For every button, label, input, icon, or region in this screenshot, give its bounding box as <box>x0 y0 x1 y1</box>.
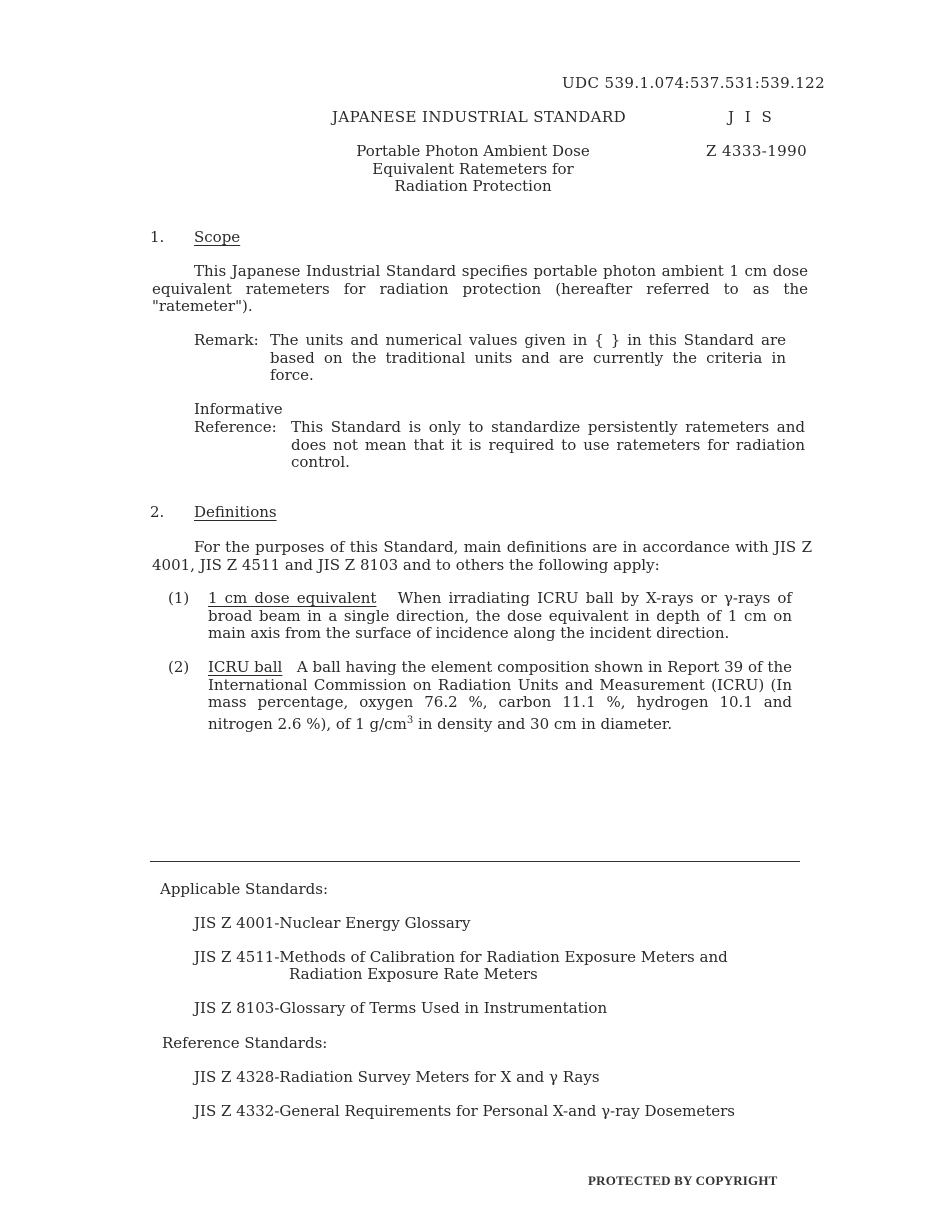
informative-label-2: Reference: <box>194 418 277 436</box>
remark-text: The units and numerical values given in { } in this Standard are based on the traditional units and are currently the criteria in force. <box>270 331 786 384</box>
definition-2-text-after: in density and 30 cm in diameter. <box>413 714 673 733</box>
reference-item-1: JIS Z 4328-Radiation Survey Meters for X and γ Rays <box>194 1068 600 1086</box>
definition-1-text: When irradiating ICRU ball by X-rays or γ-rays of broad beam in a single direction, the dose equivalent in depth of 1 cm on main axis from the surface of incidence along the incident direction. <box>208 589 792 642</box>
document-title <box>330 143 616 196</box>
jis-mark: J I S <box>728 108 775 126</box>
title-line-2: Equivalent Ratemeters for <box>372 159 574 178</box>
informative-label-1: Informative <box>194 400 283 418</box>
definition-2-text: A ball having the element composition shown in Report 39 of the International Commission on Radiation Units and Measurement (ICRU) (In mass percentage, oxygen 76.2 %, carbon 11.1 %, hydrogen 10.1 and nitrogen 2.6 %), of 1 g/cm <box>208 658 792 733</box>
standard-type: JAPANESE INDUSTRIAL STANDARD <box>332 108 627 126</box>
title-line-3: Radiation Protection <box>394 177 552 195</box>
definition-2-superscript: 3 <box>406 714 414 726</box>
applicable-item-1: JIS Z 4001-Nuclear Energy Glossary <box>194 914 471 932</box>
footnote-divider <box>150 861 800 862</box>
definition-1-number: (1) <box>168 589 190 607</box>
udc-code: UDC 539.1.074:537.531:539.122 <box>562 74 826 92</box>
section1-number: 1. <box>150 228 165 246</box>
applicable-item-2: JIS Z 4511-Methods of Calibration for Radiation Exposure Meters and <box>194 948 728 966</box>
applicable-item-3: JIS Z 8103-Glossary of Terms Used in Instrumentation <box>194 999 608 1017</box>
definition-1 <box>208 590 792 643</box>
definition-2-term: ICRU ball <box>208 658 283 676</box>
section1-heading: Scope <box>194 228 241 246</box>
definition-1-term: 1 cm dose equivalent <box>208 589 377 607</box>
section2-paragraph: For the purposes of this Standard, main definitions are in accordance with JIS Z 4001, JIS Z 4511 and JIS Z 8103 and to others the following apply: <box>152 538 812 574</box>
title-line-1: Portable Photon Ambient Dose <box>356 142 590 160</box>
standard-number: Z 4333-1990 <box>706 142 808 160</box>
reference-item-2: JIS Z 4332-General Requirements for Personal X-and γ-ray Dosemeters <box>194 1102 735 1120</box>
applicable-item-2-continued: Radiation Exposure Rate Meters <box>289 965 538 983</box>
remark-label: Remark: <box>194 331 259 349</box>
definition-2 <box>208 659 792 733</box>
reference-heading: Reference Standards: <box>162 1034 328 1052</box>
copyright-notice: PROTECTED BY COPYRIGHT <box>588 1173 778 1188</box>
section2-heading: Definitions <box>194 503 277 521</box>
section1-paragraph: This Japanese Industrial Standard specifies portable photon ambient 1 cm dose equivalent ratemeters for radiation protection (hereafter referred to as the "ratemeter"). <box>152 262 808 315</box>
applicable-heading: Applicable Standards: <box>160 880 328 898</box>
informative-text: This Standard is only to standardize persistently ratemeters and does not mean that it is required to use ratemeters for radiation control. <box>291 418 805 471</box>
definition-2-number: (2) <box>168 658 190 676</box>
section2-number: 2. <box>150 503 165 521</box>
